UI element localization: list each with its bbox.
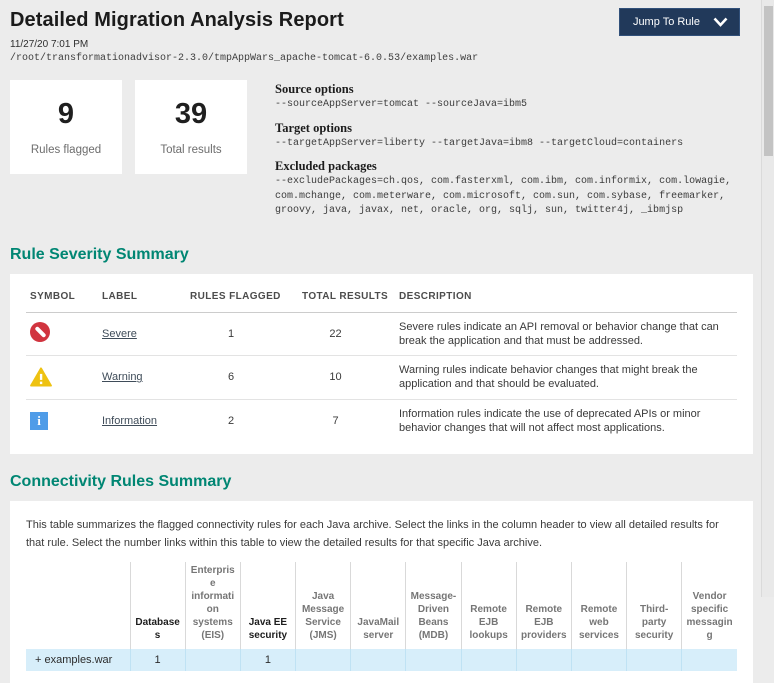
connectivity-column-header: Enterprise information systems (EIS): [185, 562, 240, 649]
connectivity-column-header: Remote web services: [571, 562, 626, 649]
information-icon: i: [30, 416, 48, 428]
connectivity-column-header: Vendor specific messaging: [682, 562, 737, 649]
severity-table-row: [26, 399, 737, 442]
connectivity-empty-cell: [296, 649, 351, 671]
severity-section-heading: Rule Severity Summary: [10, 245, 189, 263]
severity-description: Warning rules indicate behavior changes that might break the application and that should be evaluated.: [395, 356, 737, 400]
page-title: Detailed Migration Analysis Report: [10, 9, 344, 31]
excluded-packages-value: --excludePackages=ch.qos, com.fasterxml, com.ibm, com.informix, com.lowagie, com.mchange, com.meterware, com.microsoft, com.sun, com.sybase, freemarker, groovy, java, javax, net, oracle, org, sqlj, sun, twitter4j, _ibmjsp: [275, 176, 732, 216]
total-results-value: 10: [298, 356, 395, 400]
total-results-column-header: TOTAL RESULTS: [298, 286, 395, 313]
source-options-group: [275, 82, 753, 113]
severity-label-link[interactable]: Severe: [102, 327, 137, 340]
description-column-header: DESCRIPTION: [395, 286, 737, 313]
severity-panel: [10, 274, 753, 455]
connectivity-empty-cell: [406, 649, 461, 671]
severity-header-row: [26, 286, 737, 313]
connectivity-empty-cell: [682, 649, 737, 671]
source-options-value: --sourceAppServer=tomcat --sourceJava=ibm5: [275, 99, 528, 110]
connectivity-empty-cell: [571, 649, 626, 671]
total-results-value: 7: [332, 414, 339, 427]
connectivity-corner-header: [26, 562, 130, 649]
connectivity-empty-cell: [351, 649, 406, 671]
severity-description: Severe rules indicate an API removal or behavior change that can break the application and that must be addressed.: [395, 312, 737, 356]
severity-table-row: [26, 312, 737, 356]
connectivity-header-row: [26, 562, 737, 649]
chevron-down-icon: [713, 17, 728, 27]
connectivity-empty-cell: [185, 649, 240, 671]
connectivity-column-header[interactable]: Databases: [130, 562, 185, 649]
summary-section: [10, 80, 753, 227]
connectivity-column-header: Remote EJB providers: [516, 562, 571, 649]
warning-icon: [30, 367, 94, 387]
analysis-options: [275, 80, 753, 227]
severe-icon: [30, 333, 50, 345]
connectivity-count-link[interactable]: 1: [130, 649, 185, 671]
archive-path: /root/transformationadvisor-2.3.0/tmpAppWars_apache-tomcat-6.0.53/examples.war: [10, 53, 479, 64]
severity-table-body: [26, 312, 737, 442]
connectivity-empty-cell: [627, 649, 682, 671]
archive-expand-cell[interactable]: + examples.war: [26, 649, 130, 671]
connectivity-table: [26, 562, 737, 671]
vertical-scrollbar[interactable]: [761, 0, 774, 597]
scrollbar-thumb[interactable]: [764, 6, 773, 156]
connectivity-column-header: Remote EJB lookups: [461, 562, 516, 649]
severity-label-link[interactable]: Information: [102, 414, 158, 427]
rules-flagged-value: 2: [227, 414, 235, 427]
source-options-label: Source options: [275, 82, 354, 96]
report-timestamp: 11/27/20 7:01 PM: [10, 39, 89, 50]
connectivity-column-header: Message-Driven Beans (MDB): [406, 562, 461, 649]
severity-label-link[interactable]: Warning: [102, 371, 143, 384]
target-options-value: --targetAppServer=liberty --targetJava=ibm8 --targetCloud=containers: [275, 137, 684, 149]
jump-to-rule-label: Jump To Rule: [632, 16, 700, 28]
severity-table: [26, 286, 737, 443]
connectivity-table-body: [26, 649, 737, 671]
total-results-card: [135, 80, 247, 174]
excluded-packages-group: [275, 159, 753, 219]
connectivity-empty-cell: [461, 649, 516, 671]
connectivity-column-header: JavaMail server: [351, 562, 406, 649]
jump-to-rule-button[interactable]: [619, 8, 740, 36]
total-results-value: 22: [298, 312, 395, 356]
target-options-label: Target options: [275, 120, 352, 135]
connectivity-panel: [10, 501, 753, 683]
connectivity-column-header: Java Message Service (JMS): [296, 562, 351, 649]
rules-flagged-value: 6: [186, 356, 298, 400]
rules-flagged-count: 9: [57, 98, 75, 130]
connectivity-column-header[interactable]: Java EE security: [240, 562, 295, 649]
total-results-count: 39: [174, 98, 208, 130]
severity-description: Information rules indicate the use of deprecated APIs or minor behavior changes that will not affect most applications.: [399, 407, 701, 434]
connectivity-description: This table summarizes the flagged connectivity rules for each Java archive. Select the links in the column header to view all detailed results for that rule. Select the number links within this table to view the detailed results for that specific Java archive.: [26, 519, 719, 549]
connectivity-count-link[interactable]: 1: [240, 649, 295, 671]
rules-flagged-column-header: RULES FLAGGED: [186, 286, 298, 313]
total-results-card-label: Total results: [160, 144, 222, 156]
rules-flagged-card-label: Rules flagged: [30, 144, 102, 156]
rules-flagged-value: 1: [186, 312, 298, 356]
target-options-group: [275, 121, 753, 152]
label-column-header: LABEL: [98, 286, 186, 313]
symbol-column-header: SYMBOL: [26, 286, 98, 313]
rules-flagged-card: [10, 80, 122, 174]
connectivity-section-heading: Connectivity Rules Summary: [10, 473, 232, 491]
connectivity-table-row: [26, 649, 737, 671]
connectivity-column-header: Third-party security: [627, 562, 682, 649]
excluded-packages-label: Excluded packages: [275, 159, 377, 173]
connectivity-empty-cell: [516, 649, 571, 671]
severity-table-row: [26, 356, 737, 400]
